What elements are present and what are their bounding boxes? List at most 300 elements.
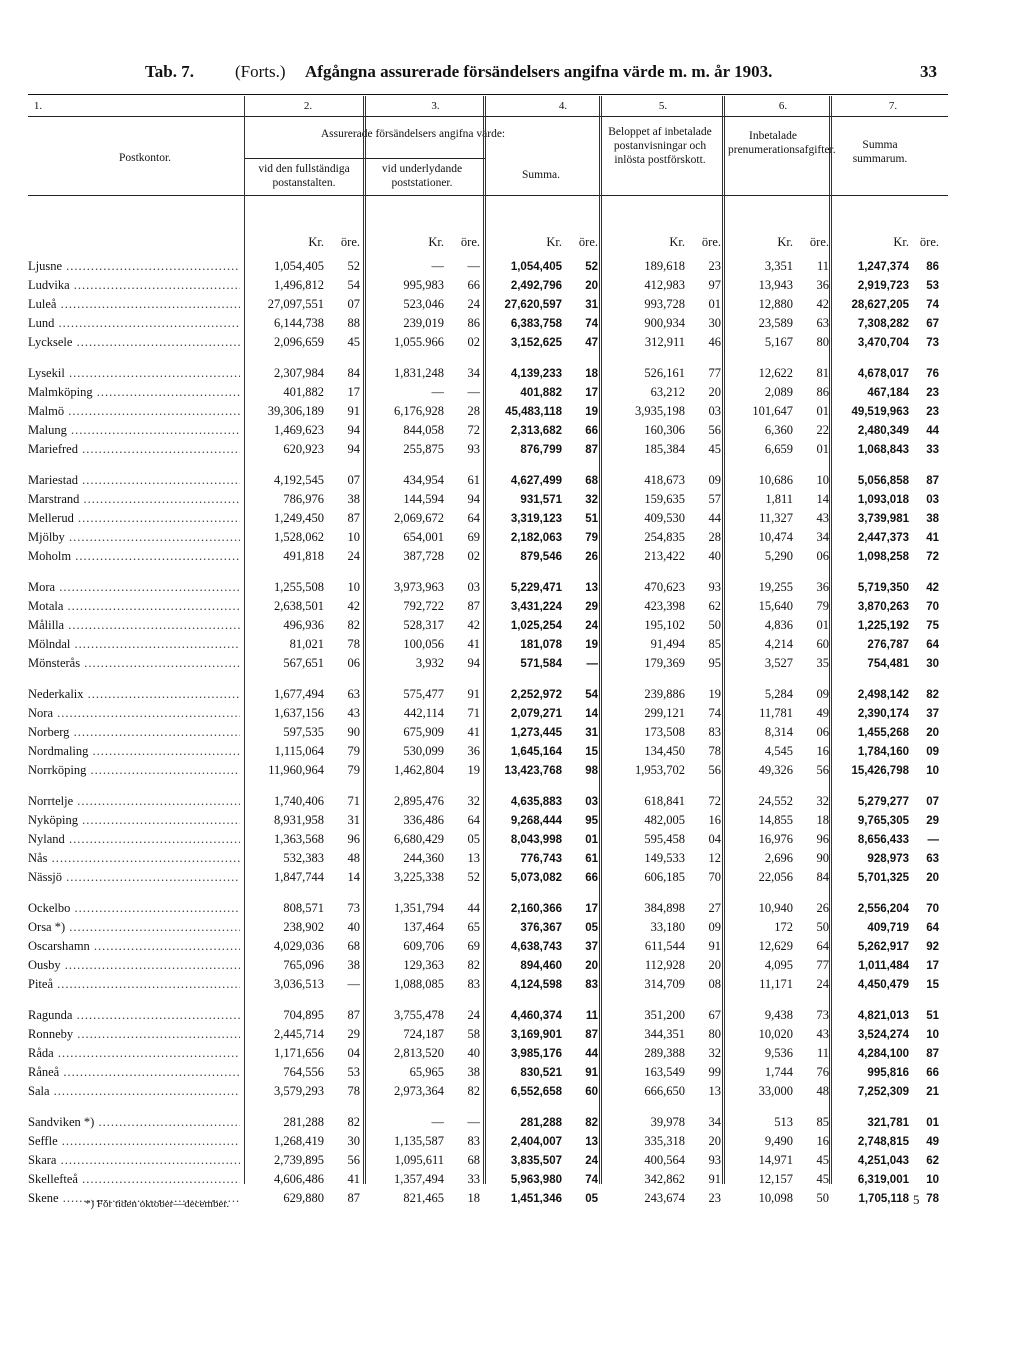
- table-row: [28, 830, 939, 849]
- value-ore: 43: [816, 1027, 829, 1041]
- post-office-name: [28, 314, 242, 333]
- table-row: [28, 597, 939, 616]
- table-row: [28, 314, 939, 333]
- value-kr: 4,095: [764, 958, 793, 972]
- post-office-name: [28, 276, 242, 295]
- table-row: [28, 471, 939, 490]
- value-kr: 3,932: [415, 656, 444, 670]
- value-kr: 4,821,013: [857, 1009, 909, 1022]
- value-kr: 401,882: [283, 385, 324, 399]
- post-office-name: [28, 704, 242, 723]
- value-kr: —: [431, 1115, 444, 1129]
- value-ore: 23: [708, 259, 721, 273]
- value-kr: 19,255: [758, 580, 793, 594]
- table-row: [28, 295, 939, 314]
- post-office-label: Norberg .....: [28, 725, 240, 740]
- value-ore: 63: [347, 687, 360, 701]
- header-summa: Summa.: [521, 169, 560, 181]
- value-kr: 931,571: [520, 493, 562, 506]
- value-ore: 41: [926, 531, 939, 544]
- value-ore: 14: [585, 707, 598, 720]
- value-ore: 66: [585, 871, 598, 884]
- value-ore: 20: [585, 279, 598, 292]
- value-kr: 792,722: [403, 599, 444, 613]
- value-ore: 19: [585, 638, 598, 651]
- value-ore: 53: [347, 1065, 360, 1079]
- value-ore: 07: [347, 473, 360, 487]
- value-kr: —: [431, 259, 444, 273]
- value-ore: 63: [816, 316, 829, 330]
- value-ore: 10: [926, 1173, 939, 1186]
- table-row: [28, 421, 939, 440]
- value-kr: 11,327: [759, 511, 793, 525]
- value-ore: 84: [347, 366, 360, 380]
- table-row: [28, 654, 939, 673]
- value-ore: 32: [585, 493, 598, 506]
- value-ore: 69: [467, 939, 480, 953]
- value-ore: 09: [708, 473, 721, 487]
- value-ore: 48: [816, 1084, 829, 1098]
- value-kr: 6,176,928: [394, 404, 444, 418]
- value-kr: 1,249,450: [274, 511, 324, 525]
- value-kr: 65,965: [409, 1065, 444, 1079]
- value-kr: 160,306: [644, 423, 685, 437]
- value-kr: 3,579,293: [274, 1084, 324, 1098]
- post-office-label: Mellerud .....: [28, 511, 240, 526]
- value-ore: —: [467, 385, 480, 399]
- post-office-label: Ockelbo .....: [28, 901, 240, 916]
- post-office-name: [28, 547, 242, 566]
- value-kr: 10,474: [758, 530, 793, 544]
- table-row: [28, 440, 939, 459]
- value-kr: 1,357,494: [394, 1172, 444, 1186]
- value-kr: 11,781: [759, 706, 793, 720]
- value-kr: 900,934: [644, 316, 685, 330]
- value-ore: 44: [585, 1047, 598, 1060]
- col-num-1: 1.: [33, 100, 43, 112]
- value-ore: 64: [926, 638, 939, 651]
- post-office-label: Norrtelje .....: [28, 794, 240, 809]
- table-row: [28, 578, 939, 597]
- value-kr: 4,635,883: [510, 795, 562, 808]
- unit-ore: öre.: [919, 234, 939, 249]
- value-ore: 03: [467, 580, 480, 594]
- value-ore: 32: [708, 1046, 721, 1060]
- value-kr: 24,552: [758, 794, 793, 808]
- post-office-label: Mjölby .....: [28, 530, 240, 545]
- value-kr: 1,115,064: [274, 744, 324, 758]
- value-kr: 1,811: [765, 492, 793, 506]
- value-ore: —: [467, 1115, 480, 1129]
- value-ore: 50: [816, 1191, 829, 1205]
- page-title: Afgångna assurerade försändelsers angifna värde m. m. år 1903.: [305, 62, 773, 81]
- post-office-label: Lycksele .....: [28, 335, 240, 350]
- post-office-label: Ludvika .....: [28, 278, 240, 293]
- value-kr: 376,367: [520, 921, 562, 934]
- col-num-7: 7.: [888, 100, 898, 112]
- value-ore: 02: [467, 335, 480, 349]
- post-office-label: Norrköping .....: [28, 763, 240, 778]
- value-ore: 68: [347, 939, 360, 953]
- post-office-label: Nyland .....: [28, 832, 240, 847]
- value-kr: 567,651: [283, 656, 324, 670]
- value-kr: 336,486: [403, 813, 444, 827]
- post-office-name: [28, 1113, 242, 1132]
- table-row: [28, 704, 939, 723]
- post-office-name: [28, 1063, 242, 1082]
- post-office-label: Malung .....: [28, 423, 240, 438]
- value-ore: 24: [816, 977, 829, 991]
- value-ore: 18: [585, 367, 598, 380]
- value-kr: 3,036,513: [274, 977, 324, 991]
- value-kr: 12,880: [758, 297, 793, 311]
- value-kr: 6,680,429: [394, 832, 444, 846]
- value-ore: 87: [467, 599, 480, 613]
- value-ore: 26: [816, 901, 829, 915]
- value-kr: 5,167: [764, 335, 793, 349]
- value-kr: 532,383: [283, 851, 324, 865]
- value-kr: 9,536: [764, 1046, 793, 1060]
- value-kr: 786,976: [283, 492, 324, 506]
- post-office-label: Nås .....: [28, 851, 240, 866]
- value-ore: 08: [708, 977, 721, 991]
- value-ore: 72: [708, 794, 721, 808]
- value-ore: 42: [926, 581, 939, 594]
- post-office-name: [28, 295, 242, 314]
- table-row: [28, 1082, 939, 1101]
- unit-kr: Kr.: [308, 234, 324, 249]
- value-ore: 24: [467, 1008, 480, 1022]
- table-row: [28, 975, 939, 994]
- value-ore: 87: [926, 474, 939, 487]
- value-ore: 91: [708, 1172, 721, 1186]
- value-ore: 10: [816, 473, 829, 487]
- value-kr: 173,508: [644, 725, 685, 739]
- value-ore: 58: [467, 1027, 480, 1041]
- table-row: [28, 937, 939, 956]
- value-kr: 2,445,714: [274, 1027, 324, 1041]
- value-kr: 1,744: [764, 1065, 793, 1079]
- post-office-label: Sandviken *) .....: [28, 1115, 240, 1130]
- value-ore: 33: [467, 1172, 480, 1186]
- value-ore: 62: [926, 1154, 939, 1167]
- value-kr: 45,483,118: [505, 405, 562, 418]
- table-row: [28, 490, 939, 509]
- post-office-name: [28, 1006, 242, 1025]
- value-kr: 2,919,723: [857, 279, 909, 292]
- value-ore: 19: [708, 687, 721, 701]
- value-kr: 776,743: [520, 852, 562, 865]
- value-ore: 60: [816, 637, 829, 651]
- value-kr: 513: [774, 1115, 793, 1129]
- post-office-label: Nora .....: [28, 706, 240, 721]
- unit-ore: öre.: [701, 234, 721, 249]
- value-kr: 1,068,843: [857, 443, 909, 456]
- value-kr: 2,404,007: [510, 1135, 562, 1148]
- value-kr: 4,836: [764, 618, 793, 632]
- value-kr: 434,954: [403, 473, 444, 487]
- value-ore: 95: [708, 656, 721, 670]
- value-ore: 83: [467, 1134, 480, 1148]
- value-ore: 06: [816, 725, 829, 739]
- value-kr: 523,046: [403, 297, 444, 311]
- table-number: Tab. 7.: [145, 62, 194, 81]
- value-kr: 844,058: [403, 423, 444, 437]
- post-office-name: [28, 811, 242, 830]
- value-ore: 90: [816, 851, 829, 865]
- value-ore: 38: [926, 512, 939, 525]
- value-ore: 01: [816, 404, 829, 418]
- value-ore: 18: [467, 1191, 480, 1205]
- value-ore: 94: [347, 442, 360, 456]
- value-ore: 40: [467, 1046, 480, 1060]
- value-ore: 36: [816, 580, 829, 594]
- value-kr: 22,056: [758, 870, 793, 884]
- value-kr: 137,464: [403, 920, 444, 934]
- value-kr: 4,606,486: [274, 1172, 324, 1186]
- value-ore: 61: [585, 852, 598, 865]
- value-kr: 39,978: [650, 1115, 685, 1129]
- value-kr: 3,835,507: [510, 1154, 562, 1167]
- value-kr: 4,192,545: [274, 473, 324, 487]
- table-row: [28, 616, 939, 635]
- post-office-label: Råda .....: [28, 1046, 240, 1061]
- value-kr: 172: [774, 920, 793, 934]
- value-ore: 20: [926, 871, 939, 884]
- value-ore: 01: [926, 1116, 939, 1129]
- column-numbers: [28, 100, 948, 116]
- value-ore: 79: [347, 744, 360, 758]
- value-kr: 1,268,419: [274, 1134, 324, 1148]
- value-ore: 28: [467, 404, 480, 418]
- value-kr: 609,706: [403, 939, 444, 953]
- value-kr: 5,719,350: [857, 581, 909, 594]
- value-kr: 528,317: [403, 618, 444, 632]
- value-ore: 91: [467, 687, 480, 701]
- value-ore: 96: [347, 832, 360, 846]
- value-ore: 74: [585, 317, 598, 330]
- value-kr: 3,225,338: [394, 870, 444, 884]
- post-office-name: [28, 792, 242, 811]
- value-ore: 07: [347, 297, 360, 311]
- table-row: [28, 383, 939, 402]
- value-ore: 45: [708, 442, 721, 456]
- value-ore: 11: [816, 1046, 829, 1060]
- value-ore: 91: [347, 404, 360, 418]
- value-ore: 84: [816, 870, 829, 884]
- value-kr: 244,360: [403, 851, 444, 865]
- value-ore: 29: [585, 600, 598, 613]
- value-kr: 6,319,001: [857, 1173, 909, 1186]
- group-spacer: [28, 780, 939, 792]
- post-office-label: Målilla .....: [28, 618, 240, 633]
- value-kr: 4,678,017: [857, 367, 909, 380]
- value-ore: 20: [585, 959, 598, 972]
- value-kr: 4,284,100: [857, 1047, 909, 1060]
- value-ore: 95: [585, 814, 598, 827]
- value-kr: 5,284: [764, 687, 793, 701]
- post-office-label: Piteå .....: [28, 977, 240, 992]
- value-ore: 64: [467, 511, 480, 525]
- value-kr: 314,709: [644, 977, 685, 991]
- value-ore: 79: [816, 599, 829, 613]
- value-kr: 412,983: [644, 278, 685, 292]
- value-ore: 82: [926, 688, 939, 701]
- post-office-name: [28, 723, 242, 742]
- value-ore: 03: [708, 404, 721, 418]
- value-kr: 4,638,743: [510, 940, 562, 953]
- value-kr: 571,584: [520, 657, 562, 670]
- post-office-name: [28, 402, 242, 421]
- value-ore: 87: [585, 443, 598, 456]
- value-ore: 77: [708, 366, 721, 380]
- value-kr: 2,447,373: [857, 531, 909, 544]
- value-ore: 26: [585, 550, 598, 563]
- post-office-name: [28, 685, 242, 704]
- value-kr: 1,469,623: [274, 423, 324, 437]
- post-office-name: [28, 868, 242, 887]
- table-row: [28, 849, 939, 868]
- value-kr: 163,549: [644, 1065, 685, 1079]
- unit-kr: Kr.: [428, 234, 444, 249]
- value-ore: 62: [708, 599, 721, 613]
- value-ore: 28: [708, 530, 721, 544]
- value-ore: 16: [708, 813, 721, 827]
- value-kr: 5,290: [764, 549, 793, 563]
- value-kr: 5,056,858: [857, 474, 909, 487]
- post-office-name: [28, 975, 242, 994]
- value-ore: 99: [708, 1065, 721, 1079]
- value-kr: 1,455,268: [857, 726, 909, 739]
- value-kr: 276,787: [867, 638, 909, 651]
- value-ore: 93: [708, 1153, 721, 1167]
- value-ore: 06: [816, 549, 829, 563]
- value-ore: 30: [347, 1134, 360, 1148]
- value-kr: 8,656,433: [857, 833, 909, 846]
- value-kr: 470,623: [644, 580, 685, 594]
- value-ore: 21: [926, 1085, 939, 1098]
- value-kr: 6,552,658: [510, 1085, 562, 1098]
- value-ore: 61: [467, 473, 480, 487]
- value-ore: 48: [347, 851, 360, 865]
- value-ore: 09: [816, 687, 829, 701]
- value-kr: 2,895,476: [394, 794, 444, 808]
- value-kr: 1,054,405: [274, 259, 324, 273]
- value-ore: 14: [347, 870, 360, 884]
- value-kr: 2,252,972: [510, 688, 562, 701]
- value-kr: 335,318: [644, 1134, 685, 1148]
- value-ore: 12: [708, 851, 721, 865]
- value-kr: 13,423,768: [504, 764, 562, 777]
- value-ore: 82: [585, 1116, 598, 1129]
- value-ore: 17: [926, 959, 939, 972]
- value-ore: 20: [708, 385, 721, 399]
- value-kr: 4,139,233: [510, 367, 562, 380]
- post-office-name: [28, 899, 242, 918]
- post-office-label: Lund .....: [28, 316, 240, 331]
- value-ore: 56: [708, 423, 721, 437]
- post-office-name: [28, 471, 242, 490]
- value-kr: 49,326: [758, 763, 793, 777]
- value-kr: 401,882: [520, 386, 562, 399]
- value-ore: 76: [816, 1065, 829, 1079]
- value-kr: 595,458: [644, 832, 685, 846]
- value-kr: 9,490: [764, 1134, 793, 1148]
- post-office-name: [28, 421, 242, 440]
- value-ore: 60: [585, 1085, 598, 1098]
- value-kr: 675,909: [403, 725, 444, 739]
- value-ore: 83: [708, 725, 721, 739]
- value-kr: 11,960,964: [268, 763, 324, 777]
- value-kr: 6,383,758: [510, 317, 562, 330]
- value-ore: 20: [708, 1134, 721, 1148]
- value-kr: 134,450: [644, 744, 685, 758]
- value-kr: 189,618: [644, 259, 685, 273]
- post-office-name: [28, 490, 242, 509]
- value-ore: 36: [467, 744, 480, 758]
- value-kr: 16,976: [758, 832, 793, 846]
- value-ore: 11: [585, 1009, 598, 1022]
- value-ore: 52: [585, 260, 598, 273]
- table-row: [28, 276, 939, 295]
- value-kr: 2,480,349: [857, 424, 909, 437]
- value-kr: 10,020: [758, 1027, 793, 1041]
- value-kr: 6,144,738: [274, 316, 324, 330]
- value-kr: 1,171,656: [274, 1046, 324, 1060]
- post-office-label: Ragunda .....: [28, 1008, 240, 1023]
- value-ore: 91: [585, 1066, 598, 1079]
- value-kr: 1,247,374: [857, 260, 909, 273]
- header-rule: [28, 195, 948, 196]
- post-office-name: [28, 440, 242, 459]
- value-kr: 1,054,405: [510, 260, 562, 273]
- value-ore: 10: [926, 764, 939, 777]
- value-ore: 66: [585, 424, 598, 437]
- post-office-name: [28, 654, 242, 673]
- value-kr: 3,870,263: [857, 600, 909, 613]
- value-kr: 620,923: [283, 442, 324, 456]
- value-ore: 53: [926, 279, 939, 292]
- value-kr: 239,019: [403, 316, 444, 330]
- value-ore: 13: [467, 851, 480, 865]
- value-ore: 75: [926, 619, 939, 632]
- value-ore: 02: [467, 549, 480, 563]
- value-kr: 181,078: [520, 638, 562, 651]
- table-row: [28, 257, 939, 276]
- value-kr: 2,313,682: [510, 424, 562, 437]
- value-kr: 12,157: [758, 1172, 793, 1186]
- post-office-name: [28, 528, 242, 547]
- value-kr: 144,594: [403, 492, 444, 506]
- value-ore: 33: [926, 443, 939, 456]
- value-kr: 8,043,998: [510, 833, 562, 846]
- value-ore: 14: [816, 492, 829, 506]
- value-ore: 92: [926, 940, 939, 953]
- value-ore: 69: [467, 530, 480, 544]
- value-kr: 629,880: [283, 1191, 324, 1205]
- post-office-name: [28, 364, 242, 383]
- value-kr: 606,185: [644, 870, 685, 884]
- value-ore: 19: [585, 405, 598, 418]
- value-kr: 1,255,508: [274, 580, 324, 594]
- value-kr: 281,288: [283, 1115, 324, 1129]
- value-kr: 10,686: [758, 473, 793, 487]
- value-ore: 15: [926, 978, 939, 991]
- value-kr: 281,288: [520, 1116, 562, 1129]
- header-inbetalade: Inbetalade prenumerationsafgifter.: [728, 130, 836, 156]
- value-kr: 7,308,282: [857, 317, 909, 330]
- post-office-name: [28, 742, 242, 761]
